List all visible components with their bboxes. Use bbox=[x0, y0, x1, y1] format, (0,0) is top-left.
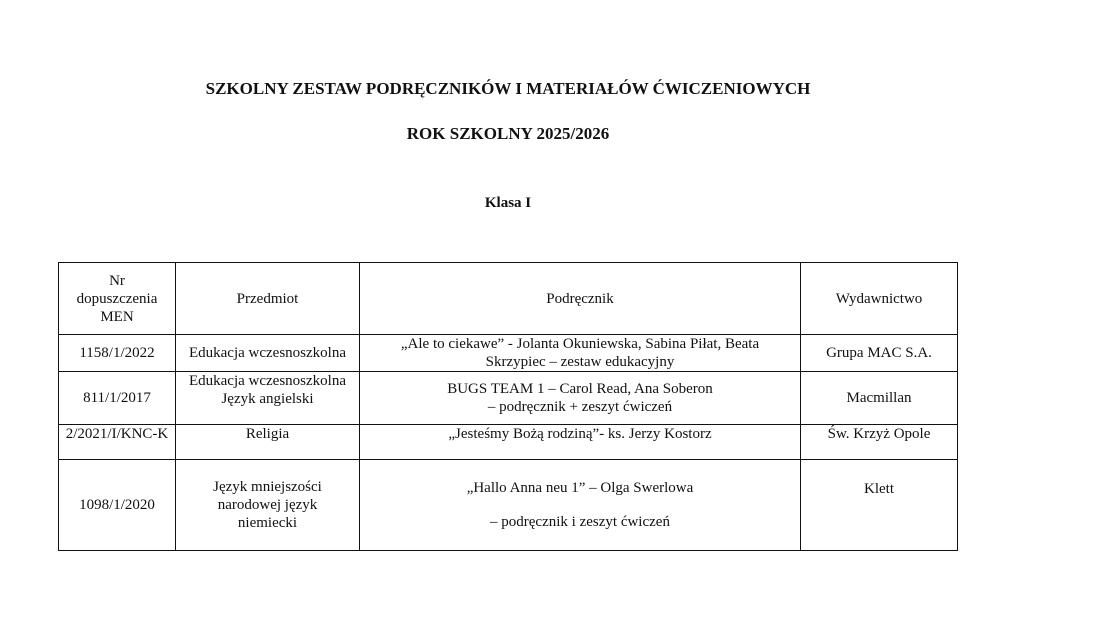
cell-publisher: Macmillan bbox=[801, 372, 958, 425]
book-line: „Ale to ciekawe” - Jolanta Okuniewska, Sabina Piłat, Beata bbox=[400, 336, 760, 352]
class-title: Klasa I bbox=[484, 195, 532, 211]
cell-book bbox=[360, 335, 801, 372]
cell-subject bbox=[176, 425, 360, 460]
header-subject: Przedmiot bbox=[176, 263, 360, 335]
table-row bbox=[59, 335, 958, 372]
header-book: Podręcznik bbox=[360, 263, 801, 335]
book-line: BUGS TEAM 1 – Carol Read, Ana Soberon bbox=[447, 381, 713, 397]
header-nr-line: Nr bbox=[109, 272, 125, 289]
book-line: „Jesteśmy Bożą rodziną”- ks. Jerzy Kostorz bbox=[448, 426, 712, 442]
cell-nr: 1158/1/2022 bbox=[59, 335, 176, 372]
cell-subject bbox=[176, 460, 360, 551]
cell-nr: 811/1/2017 bbox=[59, 372, 176, 425]
subject-line: Język mniejszości bbox=[213, 479, 322, 495]
school-year-title: ROK SZKOLNY 2025/2026 bbox=[406, 124, 610, 143]
table-header-row bbox=[59, 263, 958, 335]
cell-publisher: Św. Krzyż Opole bbox=[801, 425, 958, 460]
subject-line: niemiecki bbox=[237, 515, 298, 531]
book-line: – podręcznik + zeszyt ćwiczeń bbox=[487, 399, 673, 415]
cell-nr: 2/2021/I/KNC-K bbox=[59, 425, 176, 460]
cell-book bbox=[360, 460, 801, 551]
table-row bbox=[59, 425, 958, 460]
book-line: – podręcznik i zeszyt ćwiczeń bbox=[490, 514, 670, 530]
header-nr-line: dopuszczenia bbox=[76, 290, 158, 307]
subject-line: narodowej język bbox=[217, 497, 318, 513]
subject-line: Edukacja wczesnoszkolna bbox=[188, 345, 347, 361]
book-line: Skrzypiec – zestaw edukacyjny bbox=[485, 354, 675, 370]
cell-book bbox=[360, 425, 801, 460]
subject-line: Religia bbox=[245, 426, 290, 442]
cell-subject bbox=[176, 372, 360, 425]
cell-publisher: Grupa MAC S.A. bbox=[801, 335, 958, 372]
document-title: SZKOLNY ZESTAW PODRĘCZNIKÓW I MATERIAŁÓW ĆWICZENIOWYCH bbox=[205, 79, 811, 98]
subject-line: Edukacja wczesnoszkolna bbox=[188, 373, 347, 389]
table-row bbox=[59, 372, 958, 425]
cell-subject bbox=[176, 335, 360, 372]
textbook-table bbox=[58, 262, 958, 551]
header-nr bbox=[59, 263, 176, 335]
book-line: „Hallo Anna neu 1” – Olga Swerlowa bbox=[466, 480, 694, 496]
cell-nr: 1098/1/2020 bbox=[59, 460, 176, 551]
table-row bbox=[59, 460, 958, 551]
cell-publisher: Klett bbox=[801, 460, 958, 551]
cell-book bbox=[360, 372, 801, 425]
header-nr-line: MEN bbox=[100, 308, 134, 325]
header-publisher: Wydawnictwo bbox=[801, 263, 958, 335]
subject-line: Język angielski bbox=[221, 391, 314, 407]
